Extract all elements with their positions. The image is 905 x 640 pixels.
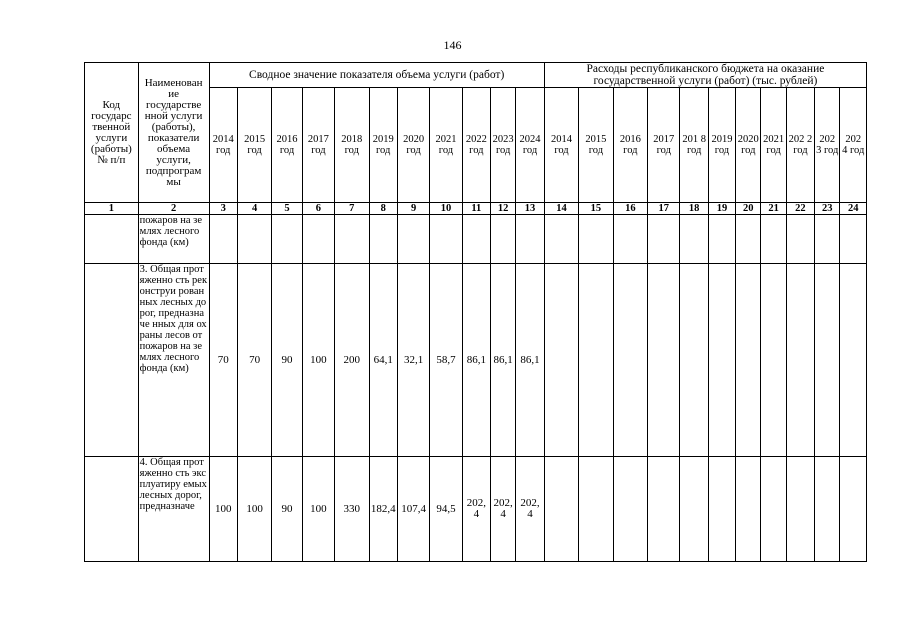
- volume-cell: 107,4: [397, 457, 429, 562]
- volume-cell: [462, 215, 490, 264]
- expense-cell: [544, 457, 578, 562]
- expense-cell: [840, 264, 867, 457]
- expense-cell: [613, 264, 647, 457]
- row-code: [85, 215, 139, 264]
- volume-year-header: 2017 год: [302, 88, 334, 203]
- expense-cell: [579, 264, 613, 457]
- volume-cell: [430, 215, 462, 264]
- column-number: 3: [209, 203, 237, 215]
- expense-group-header: Расходы республиканского бюджета на оказание государственной услуги (работ) (тыс. рублей): [544, 63, 866, 88]
- column-number: 14: [544, 203, 578, 215]
- column-number: 21: [761, 203, 786, 215]
- volume-cell: 70: [209, 264, 237, 457]
- expense-cell: [680, 457, 708, 562]
- name-column-header: Наименован ие государстве нной услуги (работы), показатели объема услуги, подпрограм мы: [138, 63, 209, 203]
- volume-cell: 100: [302, 264, 334, 457]
- volume-year-header: 2023 год: [491, 88, 516, 203]
- column-number: 18: [680, 203, 708, 215]
- volume-cell: [397, 215, 429, 264]
- volume-cell: 330: [335, 457, 369, 562]
- column-number: 17: [648, 203, 680, 215]
- expense-cell: [579, 215, 613, 264]
- column-number: 24: [840, 203, 867, 215]
- expense-cell: [736, 215, 761, 264]
- expense-cell: [708, 264, 735, 457]
- volume-cell: 100: [302, 457, 334, 562]
- column-number: 15: [579, 203, 613, 215]
- column-number: 5: [272, 203, 302, 215]
- volume-cell: 202, 4: [516, 457, 544, 562]
- volume-year-header: 2018 год: [335, 88, 369, 203]
- expense-cell: [815, 457, 840, 562]
- volume-cell: 100: [209, 457, 237, 562]
- volume-year-header: 2019 год: [369, 88, 397, 203]
- volume-group-header: Сводное значение показателя объема услуги (работ): [209, 63, 544, 88]
- volume-cell: [302, 215, 334, 264]
- volume-cell: [237, 215, 271, 264]
- column-number: 23: [815, 203, 840, 215]
- volume-cell: 64,1: [369, 264, 397, 457]
- volume-cell: 86,1: [462, 264, 490, 457]
- expense-year-header: 202 3 год: [815, 88, 840, 203]
- volume-cell: [209, 215, 237, 264]
- row-code: [85, 264, 139, 457]
- volume-cell: 58,7: [430, 264, 462, 457]
- expense-year-header: 2015 год: [579, 88, 613, 203]
- column-number: 12: [491, 203, 516, 215]
- row-code: [85, 457, 139, 562]
- expense-cell: [786, 264, 814, 457]
- volume-cell: [369, 215, 397, 264]
- volume-cell: 202, 4: [462, 457, 490, 562]
- expense-cell: [761, 215, 786, 264]
- volume-cell: 86,1: [516, 264, 544, 457]
- expense-cell: [761, 264, 786, 457]
- volume-year-header: 2014 год: [209, 88, 237, 203]
- volume-cell: 200: [335, 264, 369, 457]
- column-number: 8: [369, 203, 397, 215]
- expense-year-header: 2014 год: [544, 88, 578, 203]
- volume-cell: [272, 215, 302, 264]
- table-row: [85, 457, 867, 562]
- volume-cell: [491, 215, 516, 264]
- expense-cell: [648, 264, 680, 457]
- expense-cell: [708, 215, 735, 264]
- volume-cell: [516, 215, 544, 264]
- row-name: пожаров на землях лесного фонда (км): [138, 215, 209, 264]
- expense-year-header: 2016 год: [613, 88, 647, 203]
- expense-cell: [613, 457, 647, 562]
- column-number: 4: [237, 203, 271, 215]
- volume-cell: 86,1: [491, 264, 516, 457]
- expense-cell: [761, 457, 786, 562]
- expense-year-header: 202 4 год: [840, 88, 867, 203]
- volume-cell: 90: [272, 457, 302, 562]
- expense-year-header: 2020 год: [736, 88, 761, 203]
- expense-cell: [680, 264, 708, 457]
- volume-year-header: 2021 год: [430, 88, 462, 203]
- column-number: 16: [613, 203, 647, 215]
- column-number: 22: [786, 203, 814, 215]
- column-number: 1: [85, 203, 139, 215]
- expense-cell: [613, 215, 647, 264]
- expense-cell: [680, 215, 708, 264]
- expense-cell: [544, 215, 578, 264]
- code-column-header: Код государс твенной услуги (работы) № п/п: [85, 63, 139, 203]
- row-name: 3. Общая протяженно сть реконструи рованных лесных дорог, предназначе нных для охраны лесов от пожаров на землях лесного фонда (км): [138, 264, 209, 457]
- column-number: 6: [302, 203, 334, 215]
- column-number: 10: [430, 203, 462, 215]
- expense-cell: [648, 215, 680, 264]
- volume-cell: [335, 215, 369, 264]
- table-row: [85, 215, 867, 264]
- volume-year-header: 2024 год: [516, 88, 544, 203]
- volume-cell: 90: [272, 264, 302, 457]
- volume-cell: 70: [237, 264, 271, 457]
- expense-year-header: 2021 год: [761, 88, 786, 203]
- volume-cell: 32,1: [397, 264, 429, 457]
- expense-year-header: 202 2 год: [786, 88, 814, 203]
- expense-cell: [786, 457, 814, 562]
- column-number: 2: [138, 203, 209, 215]
- volume-year-header: 2015 год: [237, 88, 271, 203]
- volume-cell: 100: [237, 457, 271, 562]
- column-number: 9: [397, 203, 429, 215]
- volume-year-header: 2016 год: [272, 88, 302, 203]
- expense-cell: [736, 264, 761, 457]
- column-number: 19: [708, 203, 735, 215]
- column-number: 11: [462, 203, 490, 215]
- expense-cell: [815, 215, 840, 264]
- volume-cell: 182,4: [369, 457, 397, 562]
- volume-cell: 202, 4: [491, 457, 516, 562]
- column-number: 7: [335, 203, 369, 215]
- expense-year-header: 2019 год: [708, 88, 735, 203]
- expense-cell: [786, 215, 814, 264]
- expense-year-header: 2017 год: [648, 88, 680, 203]
- volume-year-header: 2020 год: [397, 88, 429, 203]
- expense-cell: [648, 457, 680, 562]
- expense-cell: [708, 457, 735, 562]
- page-number: 146: [443, 38, 462, 52]
- column-number: 20: [736, 203, 761, 215]
- services-table: [84, 62, 867, 562]
- expense-cell: [579, 457, 613, 562]
- row-name: 4. Общая протяженно сть эксплуатиру емых лесных дорог, предназначе: [138, 457, 209, 562]
- volume-cell: 94,5: [430, 457, 462, 562]
- table-row: [85, 264, 867, 457]
- expense-cell: [815, 264, 840, 457]
- expense-year-header: 201 8 год: [680, 88, 708, 203]
- expense-cell: [736, 457, 761, 562]
- column-number: 13: [516, 203, 544, 215]
- volume-year-header: 2022 год: [462, 88, 490, 203]
- column-number-row: [85, 203, 867, 215]
- expense-cell: [840, 457, 867, 562]
- expense-cell: [544, 264, 578, 457]
- expense-cell: [840, 215, 867, 264]
